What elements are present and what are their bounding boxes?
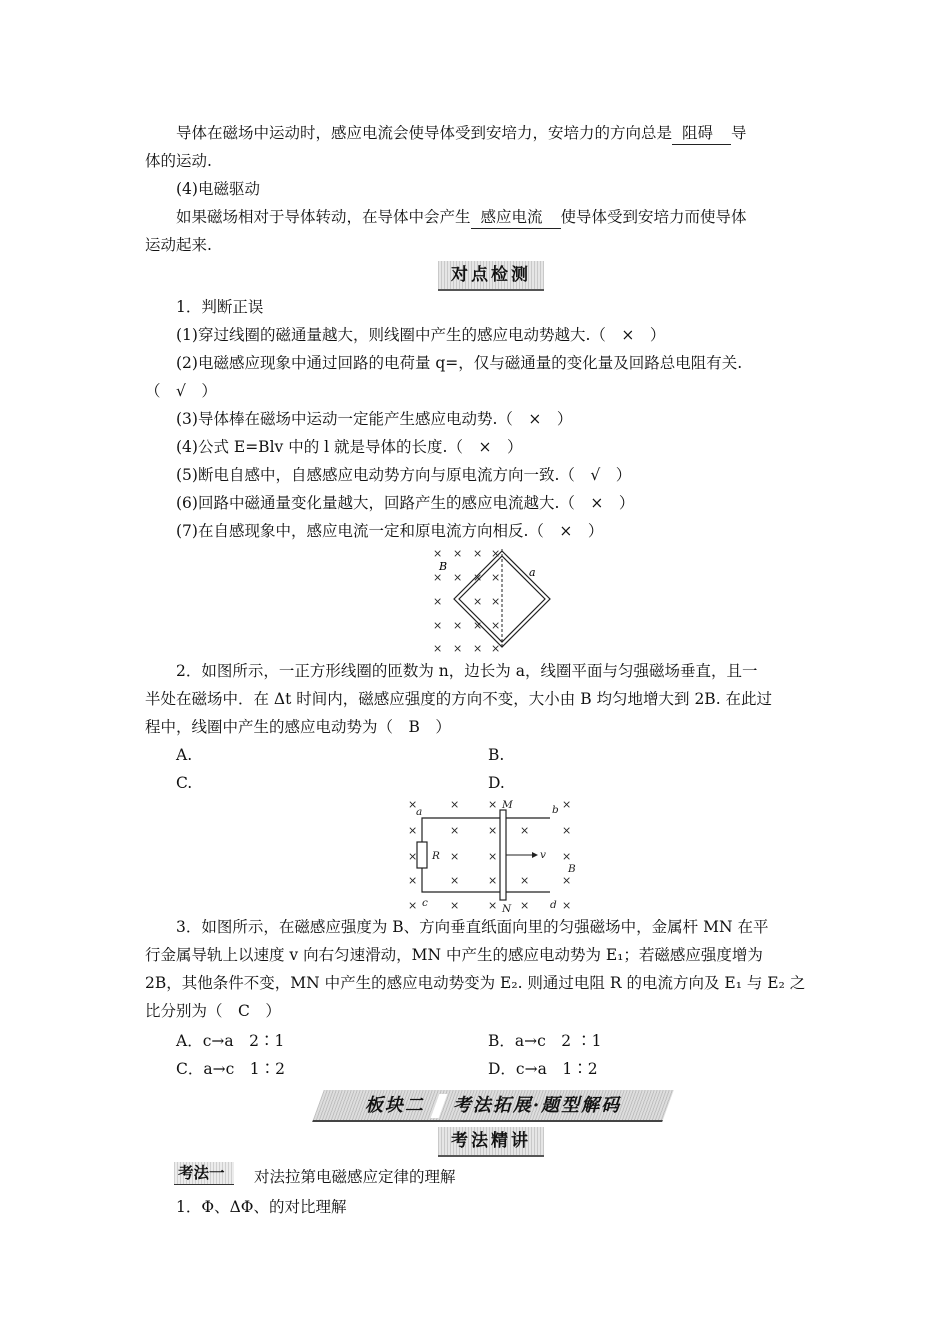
svg-text:×: × [562, 850, 572, 863]
svg-text:×: × [433, 619, 443, 632]
q1-item: (2)电磁感应现象中通过回路的电荷量 q=，仅与磁通量的变化量及回路总电阻有关. [176, 354, 743, 372]
svg-text:×: × [520, 899, 530, 912]
label-d: d [550, 899, 557, 911]
svg-text:×: × [562, 899, 572, 912]
label-a: a [529, 566, 536, 579]
last-line: 1．Φ、ΔΦ、的对比理解 [176, 1198, 347, 1216]
svg-text:×: × [453, 547, 463, 560]
method-title: 对法拉第电磁感应定律的理解 [254, 1168, 456, 1186]
svg-text:×: × [520, 874, 530, 887]
q3-line: 比分别为（ C ） [145, 1002, 281, 1020]
svg-text:×: × [408, 850, 418, 863]
svg-text:×: × [453, 571, 463, 584]
label-N: N [502, 903, 512, 914]
q1-item: (7)在自感现象中，感应电流一定和原电流方向相反.（ × ） [176, 522, 604, 540]
svg-text:×: × [450, 824, 460, 837]
q2-option-c: C. [176, 774, 193, 792]
svg-text:×: × [408, 824, 418, 837]
q3-option-a: A．c→a 2∶1 [176, 1032, 285, 1050]
q2-line: 2．如图所示，一正方形线圈的匝数为 n，边长为 a，线圈平面与匀强磁场垂直，且一 [176, 662, 758, 680]
svg-text:×: × [488, 798, 498, 811]
label-a: a [416, 806, 423, 818]
intro-line-4: 运动起来. [145, 236, 212, 254]
svg-text:×: × [562, 874, 572, 887]
svg-text:×: × [453, 619, 463, 632]
q1-item: (5)断电自感中，自感感应电动势方向与原电流方向一致.（ √ ） [176, 466, 632, 484]
svg-text:×: × [520, 824, 530, 837]
q1-item: (4)公式 E=Blv 中的 l 就是导体的长度.（ × ） [176, 438, 523, 456]
q2-option-b: B. [488, 746, 505, 764]
q1-item: (6)回路中磁通量变化量越大，回路产生的感应电流越大.（ × ） [176, 494, 635, 512]
banner-left: 板块二 [364, 1095, 425, 1116]
svg-text:×: × [450, 850, 460, 863]
svg-text:×: × [453, 642, 463, 655]
q3-option-c: C．a→c 1∶2 [176, 1060, 285, 1078]
q1-item: (3)导体棒在磁场中运动一定能产生感应电动势.（ × ） [176, 410, 573, 428]
svg-text:×: × [473, 571, 483, 584]
svg-text:×: × [450, 798, 460, 811]
svg-text:×: × [491, 571, 501, 584]
q3-line: 2B，其他条件不变，MN 中产生的感应电动势变为 E₂. 则通过电阻 R 的电流方向及 E₁ 与 E₂ 之 [145, 974, 806, 992]
label-M: M [502, 799, 513, 811]
q2-option-d: D. [488, 774, 505, 792]
q2-line: 半处在磁场中．在 Δt 时间内，磁感应强度的方向不变，大小由 B 均匀地增大到 2B. 在此过 [145, 690, 773, 708]
intro-line-2: 体的运动. [145, 152, 212, 170]
q3-line: 3．如图所示，在磁感应强度为 B、方向垂直纸面向里的匀强磁场中，金属杆 MN 在平 [176, 918, 769, 936]
svg-text:×: × [433, 595, 443, 608]
arrow-head [532, 852, 538, 858]
svg-text:×: × [473, 595, 483, 608]
q3-option-d: D．c→a 1∶2 [488, 1060, 598, 1078]
label-c: c [422, 897, 428, 909]
label-B: B [568, 863, 576, 875]
svg-text:×: × [450, 899, 460, 912]
section-badge-check: 对点检测 [438, 261, 544, 291]
svg-text:×: × [562, 798, 572, 811]
svg-text:×: × [433, 642, 443, 655]
svg-text:×: × [488, 850, 498, 863]
figure-coil-diagram [425, 545, 560, 657]
label-v: v [540, 849, 546, 861]
q3-option-b: B．a→c 2 ∶1 [488, 1032, 602, 1050]
label-B: B [439, 560, 448, 573]
q3-line: 行金属导轨上以速度 v 向右匀速滑动，MN 中产生的感应电动势为 E₁；若磁感应强度增为 [145, 946, 763, 964]
q1-item: (1)穿过线圈的磁通量越大，则线圈中产生的感应电动势越大.（ × ） [176, 326, 666, 344]
q2-option-a: A. [176, 746, 193, 764]
metal-rod [500, 810, 506, 900]
intro-line-3: 如果磁场相对于导体转动，在导体中会产生 感应电流 使导体受到安培力而使导体 [176, 206, 747, 229]
resistor [417, 842, 427, 868]
banner-right: 考法拓展·题型解码 [452, 1095, 622, 1116]
svg-text:×: × [491, 642, 501, 655]
svg-text:×: × [433, 571, 443, 584]
svg-text:×: × [473, 547, 483, 560]
method-tag: 考法一 [174, 1162, 234, 1185]
label-R: R [432, 850, 440, 862]
svg-text:×: × [491, 547, 501, 560]
figure-rail-diagram [402, 796, 582, 914]
svg-text:×: × [408, 899, 418, 912]
intro-line-1: 导体在磁场中运动时，感应电流会使导体受到安培力，安培力的方向总是 阻碍 导 [176, 122, 747, 145]
svg-text:×: × [408, 798, 418, 811]
svg-text:×: × [488, 824, 498, 837]
svg-text:×: × [433, 547, 443, 560]
blank-answer-current: 感应电流 [471, 206, 561, 229]
svg-text:×: × [488, 899, 498, 912]
drive-heading: (4)电磁驱动 [176, 180, 260, 198]
svg-text:×: × [473, 619, 483, 632]
blank-answer-zuai: 阻碍 [672, 122, 731, 145]
svg-text:×: × [408, 874, 418, 887]
label-b: b [552, 804, 559, 816]
svg-text:×: × [491, 619, 501, 632]
section-badge-method: 考法精讲 [438, 1127, 544, 1157]
svg-text:×: × [488, 874, 498, 887]
section-banner [318, 1090, 668, 1122]
svg-text:×: × [473, 642, 483, 655]
q1-item: （ √ ） [145, 382, 217, 400]
svg-text:×: × [562, 824, 572, 837]
q2-line: 程中，线圈中产生的感应电动势为（ B ） [145, 718, 451, 736]
svg-text:×: × [450, 874, 460, 887]
svg-text:×: × [491, 595, 501, 608]
q1-title: 1．判断正误 [176, 298, 264, 316]
